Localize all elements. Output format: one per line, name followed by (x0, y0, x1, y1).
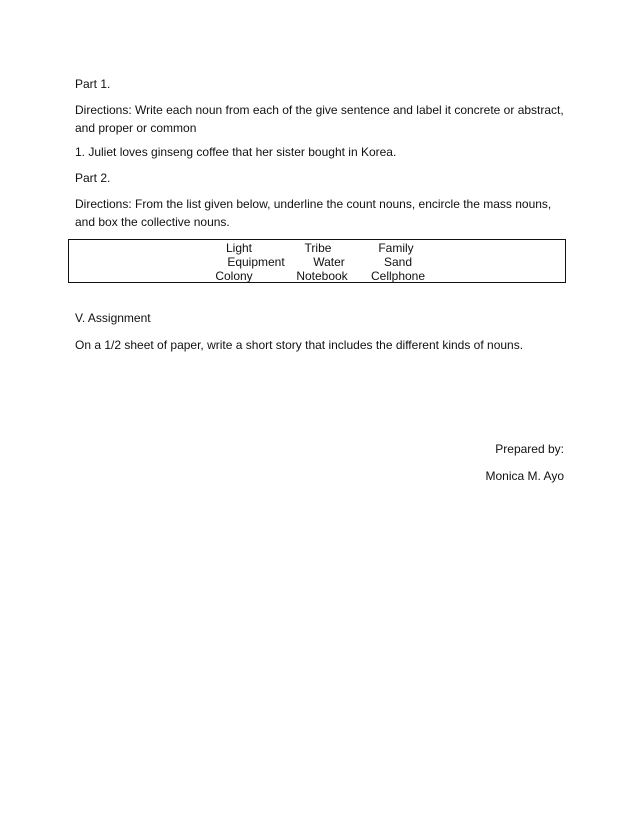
noun-word: Colony (215, 269, 253, 283)
noun-list-box (68, 239, 566, 283)
noun-word: Equipment (227, 255, 285, 269)
noun-word: Sand (383, 255, 413, 269)
noun-word: Cellphone (370, 269, 426, 283)
noun-word: Water (313, 255, 345, 269)
noun-word: Family (378, 241, 414, 255)
assignment-text: On a 1/2 sheet of paper, write a short story that includes the different kinds of nouns. (75, 338, 524, 352)
part1-sentence: 1. Juliet loves ginseng coffee that her sister bought in Korea. (75, 145, 397, 159)
part2-directions: Directions: From the list given below, underline the count nouns, encircle the mass nouns, and box the collective nouns. (75, 197, 552, 229)
prepared-by-label: Prepared by: (495, 442, 564, 456)
noun-word: Notebook (296, 269, 348, 283)
part2-heading: Part 2. (75, 171, 111, 185)
noun-word: Tribe (304, 241, 332, 255)
noun-word: Light (225, 241, 253, 255)
assignment-heading: V. Assignment (75, 311, 151, 325)
part1-directions: Directions: Write each noun from each of the give sentence and label it concrete or abstract, and proper or common (75, 103, 564, 135)
part1-heading: Part 1. (75, 77, 111, 91)
author-name: Monica M. Ayo (485, 469, 564, 483)
